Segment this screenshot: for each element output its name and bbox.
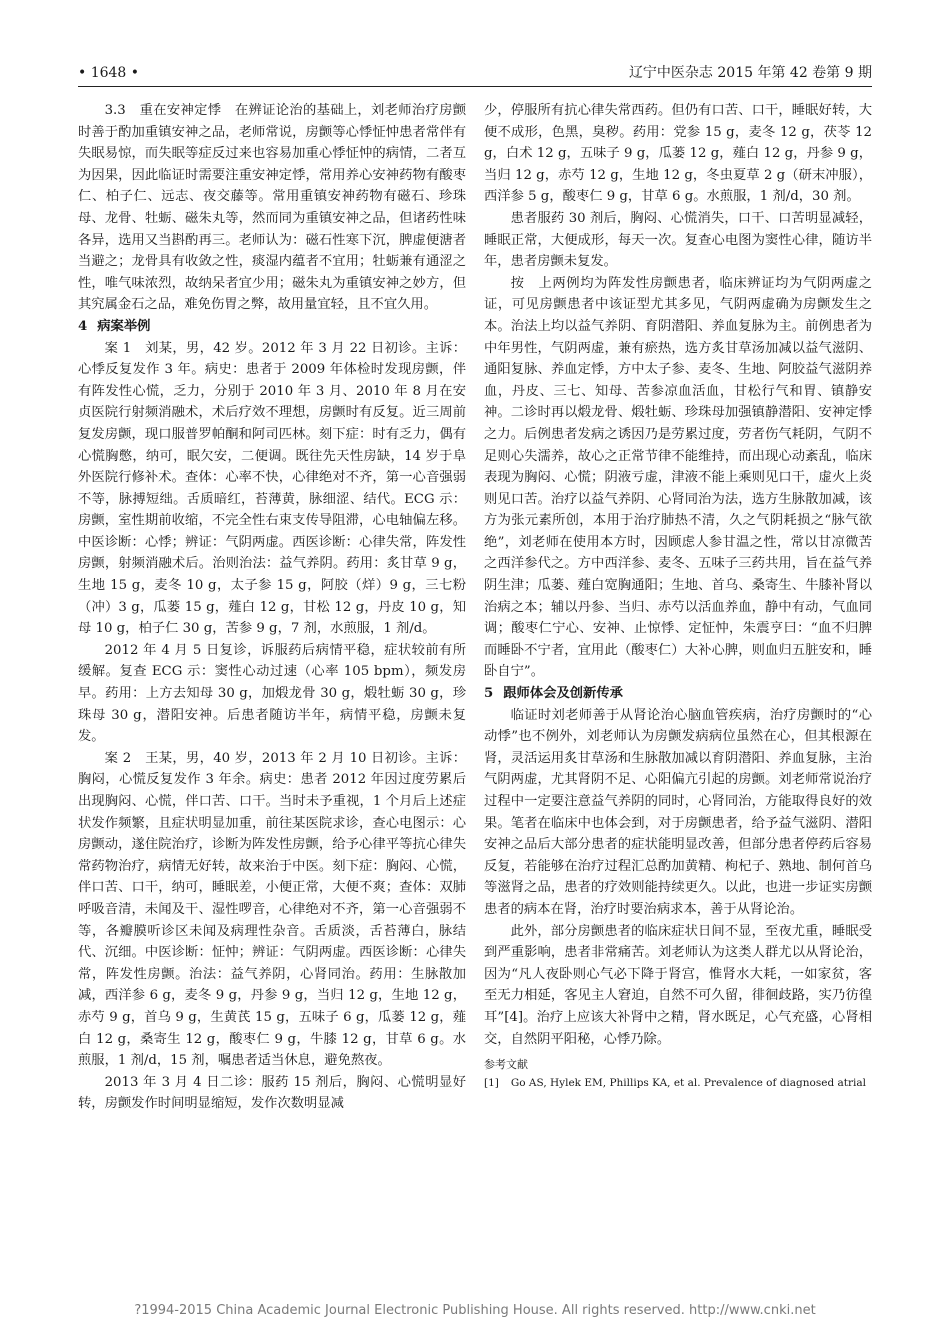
section-5-title: 跟师体会及创新传承 [503,686,623,702]
section-4-title: 病案举例 [97,318,151,334]
references-title: 参考文献 [484,1058,528,1072]
commentary-paragraph: 按 上两例均为阵发性房颤患者，临床辨证均为气阴两虚之证，可见房颤患者中该证型尤其多见，气阴两虚确为房颤发生之本。治法上均以益气养阴、育阴潜阳、养血复脉为主。前例患者为中年男性，气阴两虚，兼有瘀热，选方炙甘草汤加减以益气滋阴、通阳复脉、养血定悸，方中太子参、麦冬、生地、阿胶益气滋阴养血，丹皮、三七、知母、苦参凉血活血，甘松行气和胃、镇静安神。二诊时再以煅龙骨、煅牡蛎、珍珠母加强镇静潜阳、安神定悸之力。后例患者发病之诱因乃是劳累过度，劳者伤气耗阴，气阴不足则心失濡养，故心之正常节律不能维持，而出现心动紊乱，临床表现为胸闷、心慌；阴液亏虚，津液不能上乘则见口干，虚火上炎则见口苦。治疗以益气养阴、心肾同治为法，选方生脉散加减，该方为张元素所创，本用于治疗肺热不清，久之气阴耗损之“脉气欲绝”，刘老师在使用本方时，因顾虑人参甘温之性，常以甘凉微苦之西洋参代之。方中西洋参、麦冬、五味子三药共用，旨在益气养阴生津；瓜蒌、薤白宽胸通阳；生地、首乌、桑寄生、牛膝补肾以治病之本；辅以丹参、当归、赤芍以活血养血，静中有动，气血同调；酸枣仁宁心、安神、止惊悸、定怔忡，朱震亨曰：“血不归脾而睡卧不宁者，宜用此（酸枣仁）大补心脾，则血归五脏安和，睡卧自宁”。 [484,275,872,680]
case-2-outcome-paragraph: 患者服药 30 剂后，胸闷、心慌消失，口干、口苦明显减轻，睡眠正常，大便成形，每天一次。复查心电图为窦性心律，随访半年，患者房颤未复发。 [484,210,872,270]
reference-text: Go AS, Hylek EM, Phillips KA, et al. Prevalence of diagnosed atrial [510,1077,866,1090]
reference-item [484,1074,872,1092]
section-5-paragraph-2: 此外，部分房颤患者的临床症状日间不显，至夜尤重，睡眠受到严重影响，患者非常痛苦。刘老师认为这类人群尤以从肾论治，因为“凡人夜卧则心气必下降于肾宫，惟肾水大耗，一如家贫，客至无力相延，客见主人窘迫，自然不可久留，徘徊歧路，实乃彷徨耳”[4]。治疗上应该大补肾中之精，肾水既足，心气充盛，心肾相交，自然阴平阳秘，心悸乃除。 [484,923,872,1047]
page-header [78,62,872,84]
journal-info: 辽宁中医杂志 2015 年第 42 卷第 9 期 [628,65,872,81]
section-4-number: 4 [78,318,88,334]
right-column [484,100,872,1092]
left-column [78,100,466,1115]
case-2-continuation-paragraph: 少，停服所有抗心律失常西药。但仍有口苦、口干，睡眠好转，大便不成形，色黑，臭秽。药用：党参 15 g，麦冬 12 g，茯苓 12 g，白术 12 g，五味子 9 g，瓜蒌 12 g，薤白 12 g，丹参 9 g，当归 12 g，赤芍 12 g，生地 12 g，冬虫夏草 2 g（研末冲服），西洋参 5 g，酸枣仁 9 g，甘草 6 g。水煎服，1 剂/d，30 剂。 [484,103,872,205]
section-5-heading [484,683,872,705]
case-2-paragraph: 案 2 王某，男，40 岁，2013 年 2 月 10 日初诊。主诉：胸闷，心慌反复发作 3 年余。病史：患者 2012 年因过度劳累后出现胸闷、心慌，伴口苦、口干。当时未予重视，1 个月后上述症状发作频繁，且症状明显加重，前往某医院求诊，查心电图示：心房颤动，遂住院治疗，诊断为阵发性房颤，给予心律平等抗心律失常药物治疗，病情无好转，故来治于中医。刻下症：胸闷、心慌，伴口苦、口干，纳可，睡眠差，小便正常，大便不爽；查体：双肺呼吸音清，未闻及干、湿性啰音，心律绝对不齐，第一心音强弱不等，各瓣膜听诊区未闻及病理性杂音。舌质淡，舌苔薄白，脉结代、沉细。中医诊断：怔忡；辨证：气阴两虚。西医诊断：心律失常，阵发性房颤。治法：益气养阴，心肾同治。药用：生脉散加减，西洋参 6 g，麦冬 9 g，丹参 9 g，当归 12 g，生地 12 g，赤芍 9 g，首乌 9 g，生黄芪 15 g，五味子 6 g，瓜蒌 12 g，薤白 12 g，桑寄生 12 g，酸枣仁 9 g，牛膝 12 g，甘草 6 g。水煎服，1 剂/d，15 剂，嘱患者适当休息，避免熬夜。 [78,750,466,1069]
page-number: • 1648 • [78,65,140,81]
section-5-number: 5 [484,686,494,702]
section-3-3-paragraph: 3.3 重在安神定悸 在辨证论治的基础上，刘老师治疗房颤时善于酌加重镇安神之品，老师常说，房颤等心悸怔忡患者常伴有失眠易惊，而失眠等症反过来也容易加重心悸怔忡的病情，二者互为因果，因此临证时需要注重安神定悸，常用养心安神药物有酸枣仁、柏子仁、远志、夜交藤等。常用重镇安神药物有磁石、珍珠母、龙骨、牡蛎、磁朱丸等，然而同为重镇安神之品，但诸药性味各异，选用又当斟酌再三。老师认为：磁石性寒下沉，脾虚便溏者当避之；龙骨具有收敛之性，痰湿内蕴者不宜用；牡蛎兼有通涩之性，唯气味浓烈，故纳呆者宜少用；磁朱丸为重镇安神之妙方，但其究属金石之品，难免伤胃之弊，故用量宜轻，且不宜久用。 [78,103,466,313]
reference-number: [1] [484,1077,499,1090]
case-1-followup-paragraph: 2012 年 4 月 5 日复诊，诉服药后病情平稳，症状较前有所缓解。复查 ECG 示：窦性心动过速（心率 105 bpm），频发房早。药用：上方去知母 30 g，加煅龙骨 30 g，煅牡蛎 30 g，珍珠母 30 g，潜阳安神。后患者随访半年，病情平稳，房颤未复发。 [78,642,466,745]
case-2-followup-paragraph: 2013 年 3 月 4 日二诊：服药 15 剂后，胸闷、心慌明显好转，房颤发作时间明显缩短，发作次数明显减 [78,1074,466,1112]
copyright-footer: ?1994-2015 China Academic Journal Electronic Publishing House. All rights reserved. http://www.cnki.net [134,1303,816,1318]
header-rule [78,86,872,87]
section-5-paragraph-1: 临证时刘老师善于从肾论治心脑血管疾病，治疗房颤时的“心动悸”也不例外，刘老师认为房颤发病病位虽然在心，但其根源在肾，灵活运用炙甘草汤和生脉散加减以育阴潜阳、养血复脉，主治气阴两虚，尤其肾阴不足、心阳偏亢引起的房颤。刘老师常说治疗过程中一定要注意益气养阴的同时，心肾同治，方能取得良好的效果。笔者在临床中也体会到，对于房颤患者，给予益气滋阴、潜阳安神之品后大部分患者的症状能明显改善，但部分患者停药后容易反复，若能够在治疗过程汇总酌加黄精、枸杞子、熟地、制何首乌等滋肾之品，患者的疗效则能持续更久。以此，也进一步证实房颤患者的病本在肾，治疗时要治病求本，善于从肾论治。 [484,707,872,917]
section-4-heading [78,316,466,338]
case-1-paragraph: 案 1 刘某，男，42 岁。2012 年 3 月 22 日初诊。主诉：心悸反复发作 3 年。病史：患者于 2009 年体检时发现房颤，伴有阵发性心慌，乏力，分别于 2010 年 3 月、2010 年 8 月在安贞医院行射频消融术，术后疗效不理想，房颤时有反复。近三周前复发房颤，现口服普罗帕酮和阿司匹林。刻下症：时有乏力，偶有心慌胸憋，纳可，眠欠安，二便调。既往先天性房缺，14 岁于阜外医院行修补术。查体：心率不快，心律绝对不齐，第一心音强弱不等，脉搏短绌。舌质暗红，苔薄黄，脉细涩、结代。ECG 示：房颤，室性期前收缩，不完全性右束支传导阻滞，心电轴偏左移。中医诊断：心悸；辨证：气阴两虚。西医诊断：心律失常，阵发性房颤，射频消融术后。治则治法：益气养阴。药用：炙甘草 9 g，生地 15 g，麦冬 10 g，太子参 15 g，阿胶（烊）9 g，三七粉（冲）3 g，瓜蒌 15 g，薤白 12 g，甘松 12 g，丹皮 10 g，知母 10 g，柏子仁 30 g，苦参 9 g，7 剂，水煎服，1 剂/d。 [78,340,466,637]
